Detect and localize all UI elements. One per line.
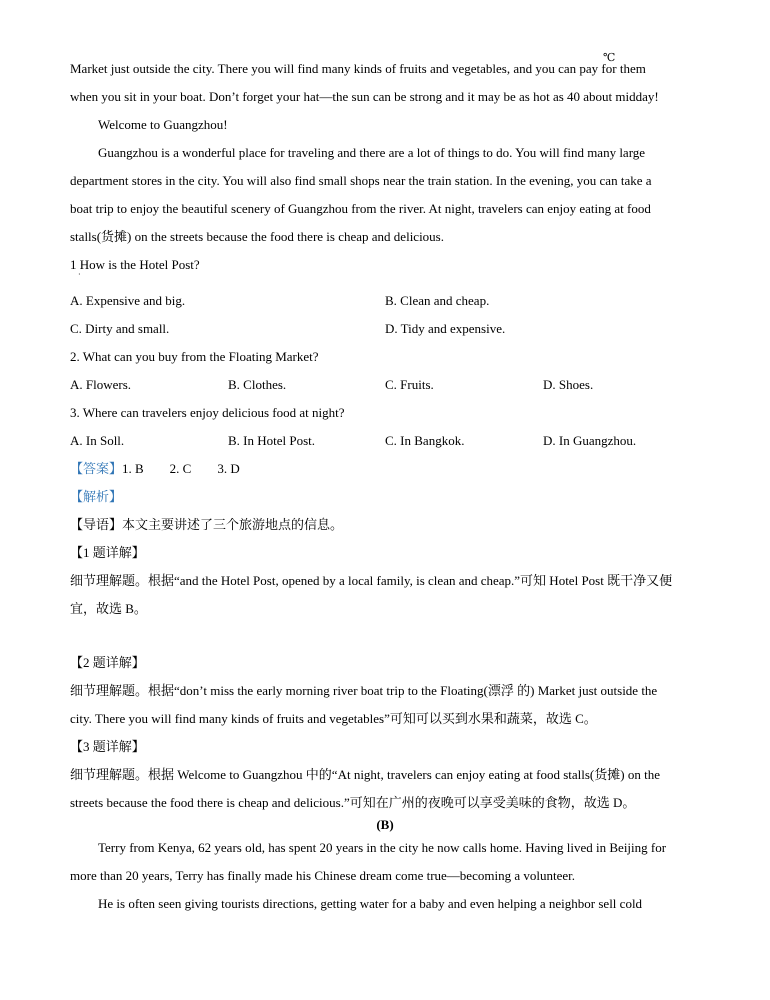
question-2-stem: 2. What can you buy from the Floating Market? [70, 349, 319, 364]
guangzhou-line-3: boat trip to enjoy the beautiful scenery of Guangzhou from the river. At night, travelers can enjoy eating at food [70, 201, 651, 216]
question-1-dot: · [78, 270, 81, 279]
degree-mark: ℃ [603, 52, 616, 64]
passage-a-line-2: when you sit in your boat. Don’t forget your hat—the sun can be strong and it may be as hot as 40 about midday! [70, 89, 659, 104]
question-2-option-b: B. Clothes. [228, 377, 287, 392]
detail-2-title: 【2 题详解】 [70, 655, 145, 670]
passage-b-line-3: He is often seen giving tourists directions, getting water for a baby and even helping a neighbor sell cold [98, 896, 643, 911]
question-3-option-a: A. In Soll. [70, 433, 125, 448]
passage-b-heading: (B) [376, 817, 394, 832]
question-3-option-b: B. In Hotel Post. [228, 433, 316, 448]
question-3-stem: 3. Where can travelers enjoy delicious food at night? [70, 405, 345, 420]
detail-1-title: 【1 题详解】 [70, 545, 145, 560]
passage-b-line-2: more than 20 years, Terry has finally made his Chinese dream come true—becoming a volunteer. [70, 868, 575, 883]
detail-2-line-1: 细节理解题。根据“don’t miss the early morning river boat trip to the Floating(漂浮 的) Market just outside the [70, 683, 658, 698]
question-1-option-c: C. Dirty and small. [70, 321, 170, 336]
question-1-option-d: D. Tidy and expensive. [385, 321, 506, 336]
answer-line [70, 461, 240, 477]
detail-3-title: 【3 题详解】 [70, 739, 145, 754]
guangzhou-line-4: stalls(货摊) on the streets because the food there is cheap and delicious. [70, 229, 444, 244]
guangzhou-line-1: Guangzhou is a wonderful place for traveling and there are a lot of things to do. You will find many large [98, 145, 646, 160]
question-2-option-a: A. Flowers. [70, 377, 132, 392]
question-3-option-c: C. In Bangkok. [385, 433, 465, 448]
detail-2-line-2: city. There you will find many kinds of fruits and vegetables”可知可以买到水果和蔬菜，故选 C。 [70, 711, 597, 726]
passage-b-line-1: Terry from Kenya, 62 years old, has spent 20 years in the city he now calls home. Having lived in Beijing for [98, 840, 667, 855]
question-1-stem: 1 How is the Hotel Post? [70, 257, 200, 272]
answer-text: 1. B 2. C 3. D [122, 461, 240, 476]
detail-3-line-2: streets because the food there is cheap and delicious.”可知在广州的夜晚可以享受美味的食物，故选 D。 [70, 795, 636, 810]
detail-3-line-1: 细节理解题。根据 Welcome to Guangzhou 中的“At night, travelers can enjoy eating at food stalls(货摊) on the [70, 767, 660, 782]
analysis-label: 【解析】 [70, 489, 123, 504]
question-1-option-b: B. Clean and cheap. [385, 293, 490, 308]
detail-1-line-1: 细节理解题。根据“and the Hotel Post, opened by a local family, is clean and cheap.”可知 Hotel Post 既干净又便 [70, 573, 673, 588]
welcome-heading: Welcome to Guangzhou! [98, 117, 228, 132]
answer-label: 【答案】 [70, 461, 123, 476]
question-3-option-d: D. In Guangzhou. [543, 433, 637, 448]
guangzhou-line-2: department stores in the city. You will also find small shops near the train station. In the evening, you can take a [70, 173, 652, 188]
guide-text: 【导语】本文主要讲述了三个旅游地点的信息。 [70, 517, 344, 532]
question-1-option-a: A. Expensive and big. [70, 293, 186, 308]
question-2-option-c: C. Fruits. [385, 377, 434, 392]
question-2-option-d: D. Shoes. [543, 377, 594, 392]
passage-a-line-1: Market just outside the city. There you will find many kinds of fruits and vegetables, and you can pay for them [70, 61, 646, 76]
detail-1-line-2: 宜，故选 B。 [70, 601, 147, 616]
